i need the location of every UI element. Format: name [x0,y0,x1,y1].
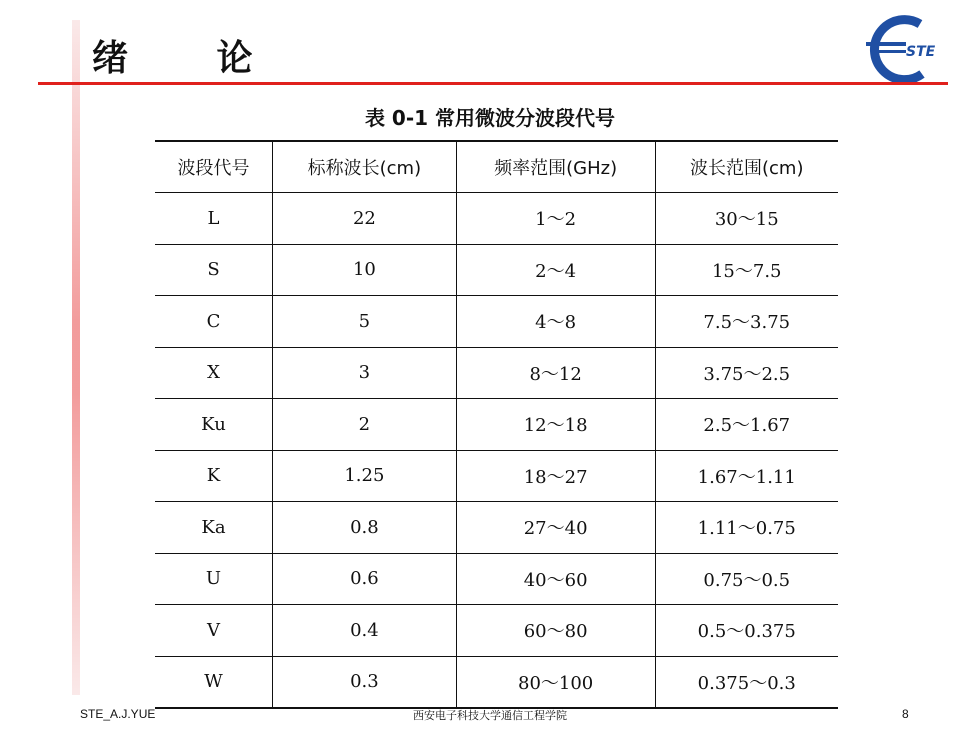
header-nominal-wavelength: 标称波长(cm) [273,141,457,193]
band-table [155,140,838,709]
table-row [155,193,838,245]
cell-wavelength: 1.25 [273,450,457,502]
cell-wavelength-range: 1.67～1.11 [655,450,838,502]
header-wavelength-range: 波长范围(cm) [655,141,838,193]
cell-wavelength: 10 [273,244,457,296]
cell-wavelength-range: 7.5～3.75 [655,296,838,348]
table-caption: 表 0-1 常用微波分波段代号 [364,106,616,130]
cell-frequency: 18～27 [456,450,655,502]
cell-wavelength: 22 [273,193,457,245]
header-band-code: 波段代号 [155,141,273,193]
cell-wavelength-range: 0.75～0.5 [655,553,838,605]
cell-wavelength: 0.3 [273,656,457,708]
cell-band: X [155,347,273,399]
cell-wavelength: 0.8 [273,502,457,554]
cell-band: S [155,244,273,296]
page-number: 8 [902,707,909,721]
table-row [155,450,838,502]
header-frequency-range: 频率范围(GHz) [456,141,655,193]
cell-frequency: 12～18 [456,399,655,451]
cell-wavelength: 3 [273,347,457,399]
cell-frequency: 80～100 [456,656,655,708]
cell-wavelength: 5 [273,296,457,348]
cell-band: C [155,296,273,348]
cell-band: L [155,193,273,245]
cell-wavelength-range: 30～15 [655,193,838,245]
table-row [155,502,838,554]
table-row [155,605,838,657]
footer-author: STE_A.J.YUE [80,707,156,721]
table-row [155,347,838,399]
logo-text: STE [906,44,936,60]
cell-frequency: 8～12 [456,347,655,399]
cell-wavelength-range: 3.75～2.5 [655,347,838,399]
cell-band: W [155,656,273,708]
cell-frequency: 40～60 [456,553,655,605]
table-row [155,296,838,348]
cell-frequency: 1～2 [456,193,655,245]
cell-band: K [155,450,273,502]
table-row [155,244,838,296]
slide-title: 绪 论 [92,38,291,79]
cell-frequency: 60～80 [456,605,655,657]
cell-wavelength-range: 0.375～0.3 [655,656,838,708]
cell-wavelength-range: 1.11～0.75 [655,502,838,554]
cell-wavelength: 2 [273,399,457,451]
cell-band: U [155,553,273,605]
footer-institution: 西安电子科技大学通信工程学院 [413,709,567,722]
table-row [155,656,838,708]
cell-wavelength-range: 2.5～1.67 [655,399,838,451]
ste-logo-icon [862,12,946,84]
cell-frequency: 27～40 [456,502,655,554]
title-divider [38,82,948,85]
cell-wavelength: 0.4 [273,605,457,657]
table-row [155,553,838,605]
cell-frequency: 4～8 [456,296,655,348]
table-header-row [155,141,838,193]
cell-wavelength: 0.6 [273,553,457,605]
cell-wavelength-range: 0.5～0.375 [655,605,838,657]
cell-band: Ku [155,399,273,451]
cell-band: V [155,605,273,657]
cell-wavelength-range: 15～7.5 [655,244,838,296]
cell-frequency: 2～4 [456,244,655,296]
table-row [155,399,838,451]
cell-band: Ka [155,502,273,554]
